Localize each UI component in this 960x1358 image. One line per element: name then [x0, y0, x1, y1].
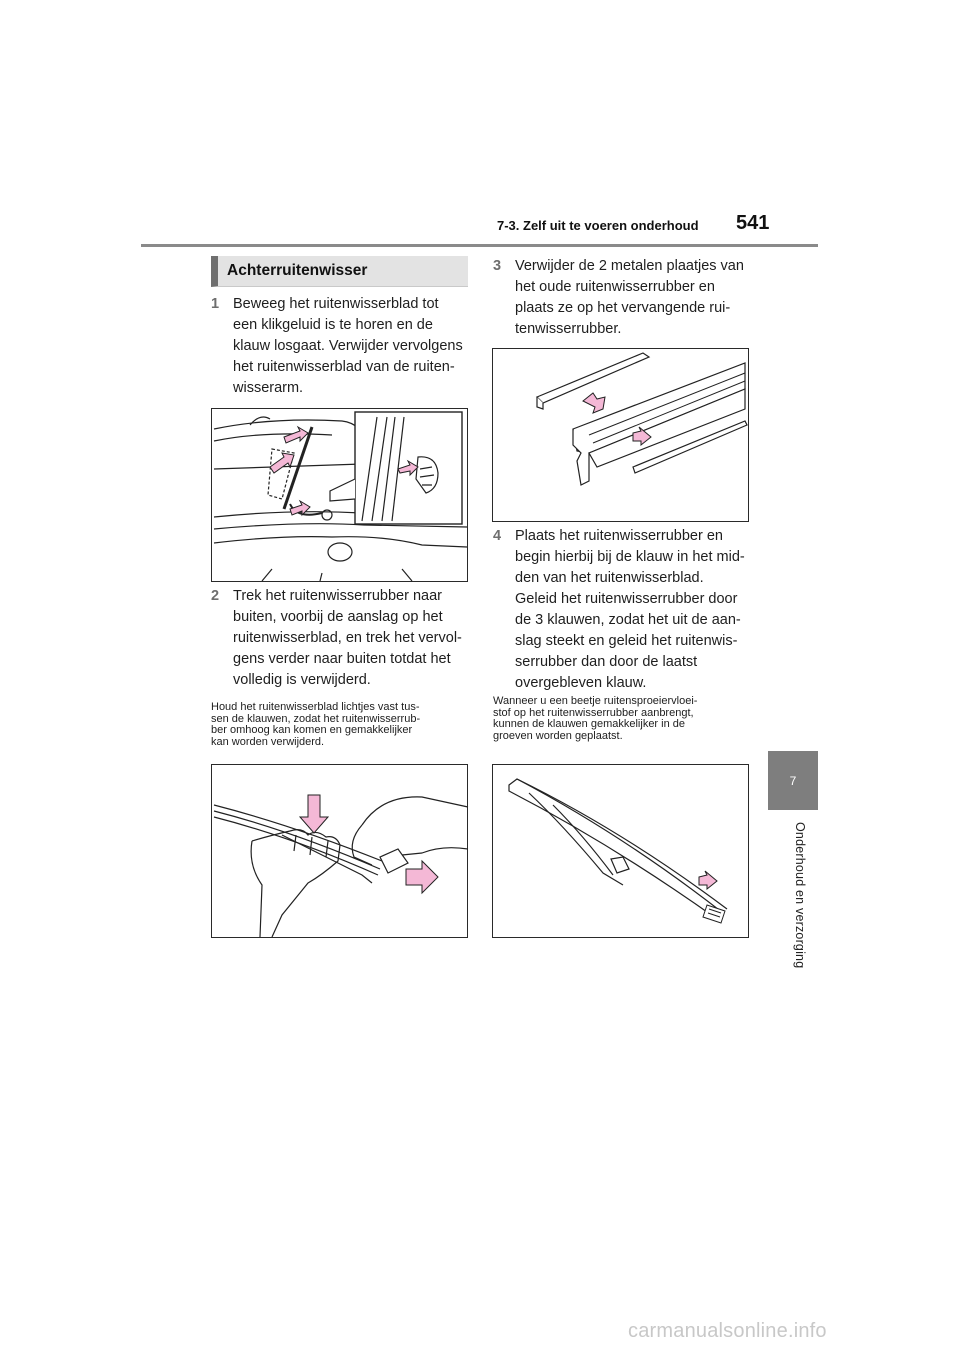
figure-pull-rubber [211, 764, 468, 938]
illustration-metal-plates [493, 349, 750, 523]
step-number: 3 [493, 258, 502, 274]
chapter-tab [768, 751, 818, 810]
note-line: groeven worden geplaatst. [493, 729, 623, 742]
illustration-rear-wiper-arm [212, 409, 469, 583]
step-line: Geleid het ruitenwisserrubber door [515, 591, 738, 607]
note-line: kunnen de klauwen gemakkelijker in de [493, 718, 686, 730]
step-line: het ruitenwisserblad van de ruiten- [233, 359, 455, 375]
note-line: ber omhoog kan komen en gemakkelijker [211, 724, 413, 736]
section-title: Achterruitenwisser [227, 262, 368, 279]
step-line: ruitenwisserblad, en trek het vervol- [233, 630, 462, 646]
step-line: volledig is verwijderd. [233, 672, 371, 688]
step-number: 2 [211, 588, 220, 604]
step-line: den van het ruitenwisserblad. [515, 570, 704, 586]
step-line: plaats ze op het vervangende rui- [515, 300, 731, 316]
step-line: begin hierbij bij de klauw in het mid- [515, 549, 745, 565]
note-hold-blade [211, 702, 420, 748]
step-1 [211, 294, 463, 399]
note-line: Houd het ruitenwisserblad lichtjes vast tus- [211, 701, 420, 713]
step-line: het oude ruitenwisserrubber en [515, 279, 715, 295]
step-line: klauw losgaat. Verwijder vervolgens [233, 338, 463, 354]
step-line: buiten, voorbij de aanslag op het [233, 609, 443, 625]
header-divider [141, 244, 818, 247]
step-line: slag steekt en geleid het ruitenwis- [515, 633, 738, 649]
step-line: Beweeg het ruitenwisserblad tot [233, 296, 439, 312]
figure-remove-blade [211, 408, 468, 582]
step-line: een klikgeluid is te horen en de [233, 317, 433, 333]
note-line: stof op het ruitenwisserrubber aanbrengt, [493, 706, 694, 719]
illustration-wiper-blade-insert [493, 765, 750, 939]
note-line: Wanneer u een beetje ruitensproeiervloei- [493, 695, 698, 707]
chapter-number: 7 [789, 773, 797, 788]
step-line: gens verder naar buiten totdat het [233, 651, 451, 667]
section-heading [211, 256, 468, 287]
figure-insert-rubber [492, 764, 749, 938]
step-line: Verwijder de 2 metalen plaatjes van [515, 258, 744, 274]
page-number: 541 [736, 212, 770, 234]
step-4 [493, 526, 745, 694]
illustration-hands-pulling-rubber [212, 765, 469, 939]
watermark: carmanualsonline.info [628, 1320, 827, 1342]
step-line: overgebleven klauw. [515, 675, 647, 691]
step-line: de 3 klauwen, zodat het uit de aan- [515, 612, 741, 628]
note-line: kan worden verwijderd. [211, 735, 325, 748]
figure-metal-plates [492, 348, 749, 522]
step-line: serrubber dan door de laatst [515, 654, 698, 670]
step-number: 1 [211, 296, 220, 312]
step-3 [493, 256, 744, 340]
note-line: sen de klauwen, zodat het ruitenwisserrub- [211, 712, 421, 725]
step-2 [211, 586, 462, 691]
chapter-title: Onderhoud en verzorging [793, 822, 807, 969]
note-washer-fluid [493, 696, 697, 742]
step-line: wisserarm. [233, 380, 304, 396]
step-line: tenwisserrubber. [515, 321, 622, 337]
step-line: Trek het ruitenwisserrubber naar [233, 588, 442, 604]
step-line: Plaats het ruitenwisserrubber en [515, 528, 723, 544]
section-header: 7-3. Zelf uit te voeren onderhoud [497, 218, 699, 233]
step-number: 4 [493, 528, 502, 544]
